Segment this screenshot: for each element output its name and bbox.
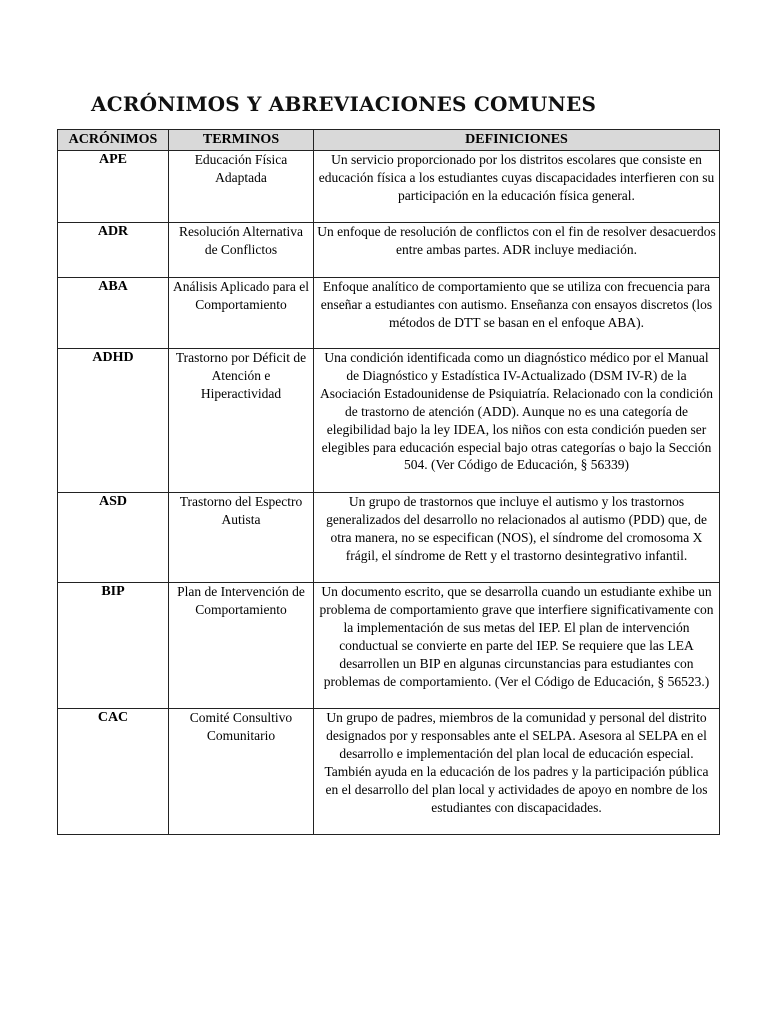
term-cell: Resolución Alternativa de Conflictos bbox=[169, 223, 314, 278]
acronym-cell: BIP bbox=[58, 583, 169, 709]
term-cell: Trastorno del Espectro Autista bbox=[169, 493, 314, 583]
header-acronyms: ACRÓNIMOS bbox=[58, 130, 169, 151]
definition-cell: Un servicio proporcionado por los distritos escolares que consiste en educación física a los estudiantes cuyas discapacidades interfieren con su participación en la educación física general. bbox=[314, 151, 720, 223]
definition-cell: Un enfoque de resolución de conflictos con el fin de resolver desacuerdos entre ambas partes. ADR incluye mediación. bbox=[314, 223, 720, 278]
definition-cell: Enfoque analítico de comportamiento que se utiliza con frecuencia para enseñar a estudiantes con autismo. Enseñanza con ensayos discretos (los métodos de DTT se basan en el enfoque ABA). bbox=[314, 278, 720, 349]
table-row bbox=[58, 583, 720, 709]
acronym-cell: CAC bbox=[58, 709, 169, 835]
page-title: ACRÓNIMOS Y ABREVIACIONES COMUNES bbox=[91, 92, 597, 116]
table-header bbox=[58, 130, 720, 151]
term-cell: Análisis Aplicado para el Comportamiento bbox=[169, 278, 314, 349]
acronym-cell: APE bbox=[58, 151, 169, 223]
definition-cell: Un grupo de trastornos que incluye el autismo y los trastornos generalizados del desarrollo no relacionados al autismo (PDD) que, de otra manera, no se especifican (NOS), el síndrome del cromosoma X frágil, el síndrome de Rett y el trastorno desintegrativo infantil. bbox=[314, 493, 720, 583]
table-row bbox=[58, 349, 720, 493]
definition-cell: Un documento escrito, que se desarrolla cuando un estudiante exhibe un problema de comportamiento grave que interfiere significativamente con la implementación de sus metas del IEP. El plan de intervención conductual se convierte en parte del IEP. Se requiere que las LEA desarrollen un BIP en algunas circunstancias para estudiantes con problemas de comportamiento. (Ver el Código de Educación, § 56523.) bbox=[314, 583, 720, 709]
table-row bbox=[58, 151, 720, 223]
header-row bbox=[58, 130, 720, 151]
header-definitions: DEFINICIONES bbox=[314, 130, 720, 151]
term-cell: Comité Consultivo Comunitario bbox=[169, 709, 314, 835]
acronym-cell: ADHD bbox=[58, 349, 169, 493]
term-cell: Plan de Intervención de Comportamiento bbox=[169, 583, 314, 709]
definition-cell: Una condición identificada como un diagnóstico médico por el Manual de Diagnóstico y Estadística IV-Actualizado (DSM IV-R) de la Asociación Estadounidense de Psiquiatría. Relacionado con la condición de trastorno de atención (ADD). Aunque no es una categoría de elegibilidad bajo la ley IDEA, los niños con esta condición pueden ser elegibles para educación especial bajo otras categorías o bajo la Sección 504. (Ver Código de Educación, § 56339) bbox=[314, 349, 720, 493]
table-row bbox=[58, 709, 720, 835]
table-body bbox=[58, 151, 720, 835]
table-row bbox=[58, 493, 720, 583]
definition-cell: Un grupo de padres, miembros de la comunidad y personal del distrito designados por y responsables ante el SELPA. Asesora al SELPA en el desarrollo e implementación del plan local de educación especial. También ayuda en la educación de los padres y la participación pública en el desarrollo del plan local y actividades de apoyo en nombre de los estudiantes con discapacidades. bbox=[314, 709, 720, 835]
table-row bbox=[58, 278, 720, 349]
acronym-cell: ASD bbox=[58, 493, 169, 583]
acronym-cell: ABA bbox=[58, 278, 169, 349]
table-row bbox=[58, 223, 720, 278]
header-terms: TERMINOS bbox=[169, 130, 314, 151]
acronyms-table bbox=[57, 129, 720, 835]
term-cell: Educación Física Adaptada bbox=[169, 151, 314, 223]
term-cell: Trastorno por Déficit de Atención e Hiperactividad bbox=[169, 349, 314, 493]
acronym-cell: ADR bbox=[58, 223, 169, 278]
